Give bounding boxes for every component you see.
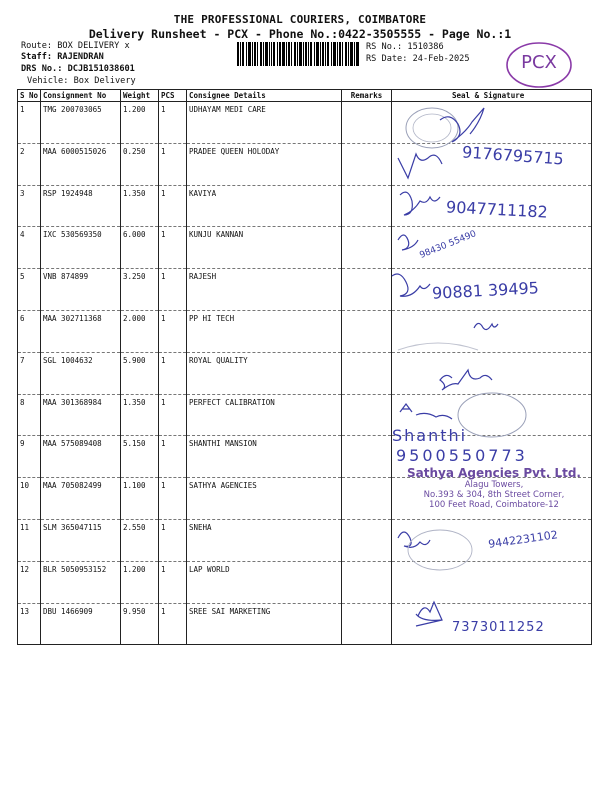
phone-row4: 98430 55490 <box>418 229 478 261</box>
cell-sno: 2 <box>18 143 41 185</box>
pcx-stamp-text: PCX <box>521 52 557 73</box>
cell-pcs: 1 <box>159 561 187 603</box>
cell-consignment: TMG 200703065 <box>41 102 121 144</box>
cell-consignee: KAVIYA <box>187 185 342 227</box>
signature-row13 <box>416 602 442 626</box>
cell-consignment: BLR 5050953152 <box>41 561 121 603</box>
cell-pcs: 1 <box>159 352 187 394</box>
cell-consignee: ROYAL QUALITY <box>187 352 342 394</box>
company-stamp-row10 <box>398 466 590 524</box>
cell-sno: 7 <box>18 352 41 394</box>
vehicle-label: Vehicle: <box>27 76 69 86</box>
cell-pcs: 1 <box>159 436 187 478</box>
seal-stamp-row1 <box>406 108 458 148</box>
cell-weight: 1.100 <box>121 478 159 520</box>
cell-pcs: 1 <box>159 394 187 436</box>
cell-consignment: MAA 6000515026 <box>41 143 121 185</box>
seal-stamp-row7 <box>398 343 478 350</box>
seal-stamp-row8 <box>458 393 526 437</box>
cell-weight: 2.550 <box>121 519 159 561</box>
col-sno: S No <box>18 90 41 102</box>
cell-consignee: SATHYA AGENCIES <box>187 478 342 520</box>
cell-pcs: 1 <box>159 269 187 311</box>
cell-weight: 3.250 <box>121 269 159 311</box>
cell-pcs: 1 <box>159 603 187 645</box>
cell-pcs: 1 <box>159 227 187 269</box>
signature-row5 <box>392 274 430 296</box>
drs-label: DRS No.: <box>21 64 63 74</box>
seal-stamp-row12 <box>408 530 472 570</box>
staff-value: RAJENDRAN <box>57 52 104 62</box>
cell-pcs: 1 <box>159 185 187 227</box>
cell-consignment: MAA 575089408 <box>41 436 121 478</box>
cell-consignment: SLM 365047115 <box>41 519 121 561</box>
phone-row9: 9500550773 <box>396 446 528 465</box>
cell-weight: 0.250 <box>121 143 159 185</box>
cell-sno: 9 <box>18 436 41 478</box>
cell-consignee: PRADEE QUEEN HOLODAY <box>187 143 342 185</box>
cell-pcs: 1 <box>159 478 187 520</box>
vehicle-value: Box Delivery <box>73 76 136 86</box>
stamp-company-name: Sathya Agencies Pvt. Ltd. <box>407 466 581 480</box>
stamp-line3: 100 Feet Road, Coimbatore-12 <box>429 500 559 510</box>
signature-row2 <box>398 154 442 178</box>
cell-weight: 1.350 <box>121 394 159 436</box>
cell-consignment: MAA 302711368 <box>41 310 121 352</box>
rs-date-label: RS Date: <box>366 54 408 64</box>
signature-row6 <box>474 323 498 329</box>
cell-consignment: SGL 1004632 <box>41 352 121 394</box>
col-consignee: Consignee Details <box>187 90 342 102</box>
cell-consignee: SNEHA <box>187 519 342 561</box>
stamp-line1: Alagu Towers, <box>464 480 524 490</box>
route-label: Route: <box>21 41 53 51</box>
cell-consignee: KUNJU KANNAN <box>187 227 342 269</box>
signature-row11 <box>398 532 430 547</box>
cell-pcs: 1 <box>159 310 187 352</box>
cell-pcs: 1 <box>159 143 187 185</box>
phone-row13: 7373011252 <box>452 620 545 635</box>
cell-sno: 13 <box>18 603 41 645</box>
cell-consignment: DBU 1466909 <box>41 603 121 645</box>
staff-label: Staff: <box>21 52 53 62</box>
cell-weight: 2.000 <box>121 310 159 352</box>
phone-row5: 90881 39495 <box>431 278 540 303</box>
signature-row8 <box>400 404 452 419</box>
col-signature: Seal & Signature <box>392 90 592 102</box>
signature-row7 <box>440 370 492 390</box>
rs-date-value: 24-Feb-2025 <box>412 54 470 64</box>
col-consignment: Consignment No <box>41 90 121 102</box>
cell-weight: 6.000 <box>121 227 159 269</box>
col-remarks: Remarks <box>342 90 392 102</box>
cell-sno: 11 <box>18 519 41 561</box>
cell-sno: 4 <box>18 227 41 269</box>
cell-sno: 3 <box>18 185 41 227</box>
cell-consignment: RSP 1924948 <box>41 185 121 227</box>
cell-consignee: SREE SAI MARKETING <box>187 603 342 645</box>
cell-sno: 6 <box>18 310 41 352</box>
route-value: BOX DELIVERY x <box>57 41 130 51</box>
cell-sno: 1 <box>18 102 41 144</box>
rs-no-label: RS No.: <box>366 42 403 52</box>
col-pcs: PCS <box>159 90 187 102</box>
cell-weight: 1.200 <box>121 561 159 603</box>
stamp-line2: No.393 & 304, 8th Street Corner, <box>423 490 565 500</box>
cell-pcs: 1 <box>159 519 187 561</box>
rs-no-value: 1510386 <box>407 42 444 52</box>
cell-consignee: UDHAYAM MEDI CARE <box>187 102 342 144</box>
runsheet-title: Delivery Runsheet - PCX - Phone No.:0422-3505555 - Page No.:1 <box>88 27 512 41</box>
col-weight: Weight <box>121 90 159 102</box>
drs-value: DCJB151038601 <box>67 64 135 74</box>
cell-consignment: VNB 874899 <box>41 269 121 311</box>
company-name: THE PROFESSIONAL COURIERS, COIMBATORE <box>173 13 427 26</box>
cell-weight: 1.350 <box>121 185 159 227</box>
signature-row3 <box>400 192 440 215</box>
cell-sno: 8 <box>18 394 41 436</box>
cell-sno: 12 <box>18 561 41 603</box>
phone-row2: 9176795715 <box>461 142 565 169</box>
phone-row11: 9442231102 <box>487 528 559 551</box>
cell-sno: 5 <box>18 269 41 311</box>
cell-weight: 5.150 <box>121 436 159 478</box>
cell-consignment: MAA 301368984 <box>41 394 121 436</box>
cell-consignment: IXC 530569350 <box>41 227 121 269</box>
cell-weight: 1.200 <box>121 102 159 144</box>
cell-consignee: PP HI TECH <box>187 310 342 352</box>
cell-consignment: MAA 705082499 <box>41 478 121 520</box>
cell-consignee: SHANTHI MANSION <box>187 436 342 478</box>
cell-consignee: LAP WORLD <box>187 561 342 603</box>
cell-pcs: 1 <box>159 102 187 144</box>
signature-row4 <box>398 235 418 250</box>
phone-row3: 9047711182 <box>445 197 549 222</box>
cell-sno: 10 <box>18 478 41 520</box>
cell-consignee: RAJESH <box>187 269 342 311</box>
name-row9: Shanthi <box>392 426 468 445</box>
cell-weight: 5.900 <box>121 352 159 394</box>
cell-weight: 9.950 <box>121 603 159 645</box>
cell-consignee: PERFECT CALIBRATION <box>187 394 342 436</box>
